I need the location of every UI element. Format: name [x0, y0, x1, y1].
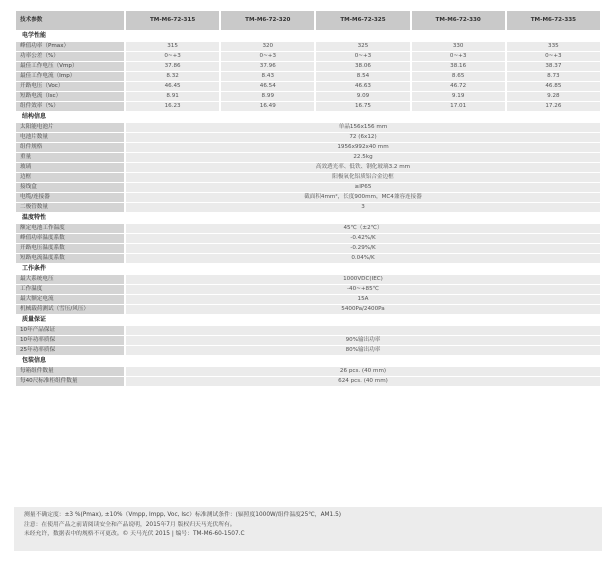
cell-value: 8.43 [221, 72, 314, 81]
row-label: 组件规格 [16, 143, 124, 152]
cell-value: 8.32 [126, 72, 219, 81]
table-row [16, 163, 600, 172]
row-label: 开路电压温度系数 [16, 244, 124, 253]
table-row [16, 123, 600, 132]
table-row [16, 234, 600, 243]
section-header-row [16, 31, 600, 41]
cell-value: 46.45 [126, 82, 219, 91]
row-label: 峰值功率温度系数 [16, 234, 124, 243]
cell-value: 3 [126, 203, 600, 212]
cell-value: ≥IP65 [126, 183, 600, 192]
table-row [16, 224, 600, 233]
row-label: 峰值功率（Pmax） [16, 42, 124, 51]
cell-value: 90%输出功率 [126, 336, 600, 345]
cell-value: 0~+3 [221, 52, 314, 61]
cell-value: 16.49 [221, 102, 314, 111]
cell-value: 72 (6x12) [126, 133, 600, 142]
row-label: 每箱组件数量 [16, 367, 124, 376]
cell-value: -0.42%/K [126, 234, 600, 243]
table-row [16, 326, 600, 335]
cell-value: 0~+3 [126, 52, 219, 61]
row-label: 边框 [16, 173, 124, 182]
cell-value: 38.06 [316, 62, 409, 71]
cell-value: 15A [126, 295, 600, 304]
section-title: 包装信息 [16, 356, 600, 366]
table-row [16, 153, 600, 162]
model-header: TM-M6-72-335 [507, 11, 600, 30]
section-title: 工作条件 [16, 264, 600, 274]
cell-value: 8.65 [412, 72, 505, 81]
table-row [16, 183, 600, 192]
cell-value: 5400Pa/2400Pa [126, 305, 600, 314]
cell-value: 9.28 [507, 92, 600, 101]
table-row [16, 377, 600, 386]
cell-value: 16.75 [316, 102, 409, 111]
cell-value: 46.63 [316, 82, 409, 91]
cell-value: 38.37 [507, 62, 600, 71]
row-label: 二极管数量 [16, 203, 124, 212]
cell-value: 46.72 [412, 82, 505, 91]
table-row [16, 254, 600, 263]
cell-value: 0.04%/K [126, 254, 600, 263]
table-row [16, 72, 600, 81]
row-label: 电池片数量 [16, 133, 124, 142]
cell-value: 9.19 [412, 92, 505, 101]
cell-value: 8.73 [507, 72, 600, 81]
model-header: TM-M6-72-320 [221, 11, 314, 30]
cell-value: 阳极氧化铝质铝合金边框 [126, 173, 600, 182]
cell-value: 325 [316, 42, 409, 51]
row-label: 组件效率（%） [16, 102, 124, 111]
cell-value: 38.16 [412, 62, 505, 71]
table-row [16, 244, 600, 253]
cell-value: 8.91 [126, 92, 219, 101]
section-title: 结构信息 [16, 112, 600, 122]
row-label: 工作温度 [16, 285, 124, 294]
cell-value: 0~+3 [316, 52, 409, 61]
cell-value: 624 pcs. (40 mm) [126, 377, 600, 386]
section-header-row [16, 356, 600, 366]
row-label: 玻璃 [16, 163, 124, 172]
cell-value: 315 [126, 42, 219, 51]
cell-value: 截面积4mm²，长度900mm，MC4兼容连接器 [126, 193, 600, 202]
table-row [16, 173, 600, 182]
cell-value: 高效透光率、低铁、钢化玻璃3.2 mm [126, 163, 600, 172]
table-row [16, 346, 600, 355]
model-header: TM-M6-72-325 [316, 11, 409, 30]
table-row [16, 203, 600, 212]
row-label: 每40尺标准柜组件数量 [16, 377, 124, 386]
table-row [16, 52, 600, 61]
cell-value: 17.01 [412, 102, 505, 111]
cell-value: 17.26 [507, 102, 600, 111]
section-title: 质量保证 [16, 315, 600, 325]
cell-value: 22.5kg [126, 153, 600, 162]
row-label: 机械载荷测试（雪压/风压） [16, 305, 124, 314]
table-row [16, 42, 600, 51]
section-header-row [16, 213, 600, 223]
table-header-row [16, 11, 600, 30]
row-label: 重量 [16, 153, 124, 162]
row-label: 25年功率质保 [16, 346, 124, 355]
row-label: 10年功率质保 [16, 336, 124, 345]
table-row [16, 82, 600, 91]
cell-value: 335 [507, 42, 600, 51]
table-row [16, 133, 600, 142]
cell-value: 1000VDC(IEC) [126, 275, 600, 284]
row-label: 短路电流温度系数 [16, 254, 124, 263]
cell-value [126, 326, 600, 335]
table-row [16, 336, 600, 345]
cell-value: 320 [221, 42, 314, 51]
table-row [16, 193, 600, 202]
footnote-line: 注意：在使用产品之前请阅读安全和产品说明，2015年7月 版权归天马光伏所有。 [24, 521, 236, 528]
row-label: 最佳工作电压（Vmp） [16, 62, 124, 71]
cell-value: 37.96 [221, 62, 314, 71]
cell-value: 46.54 [221, 82, 314, 91]
table-row [16, 102, 600, 111]
table-row [16, 295, 600, 304]
cell-value: 46.85 [507, 82, 600, 91]
row-label: 太阳能电池片 [16, 123, 124, 132]
row-label: 最大系统电压 [16, 275, 124, 284]
table-row [16, 305, 600, 314]
row-label: 最大额定电流 [16, 295, 124, 304]
cell-value: -0.29%/K [126, 244, 600, 253]
cell-value: 0~+3 [412, 52, 505, 61]
cell-value: 16.23 [126, 102, 219, 111]
section-header-row [16, 264, 600, 274]
model-header: TM-M6-72-315 [126, 11, 219, 30]
cell-value: 9.09 [316, 92, 409, 101]
table-row [16, 285, 600, 294]
table-row [16, 62, 600, 71]
cell-value: 单晶156x156 mm [126, 123, 600, 132]
table-row [16, 367, 600, 376]
cell-value: 26 pcs. (40 mm) [126, 367, 600, 376]
footnote-line: 未经允许，数据表中的规格不可更改。© 天马光伏 2015 | 编号：TM-M6-60-1507.C [24, 531, 245, 538]
spec-sheet [14, 10, 602, 387]
section-title: 电学性能 [16, 31, 600, 41]
table-row [16, 143, 600, 152]
row-label: 短路电流（Isc） [16, 92, 124, 101]
table-row [16, 275, 600, 284]
cell-value: -40~+85℃ [126, 285, 600, 294]
cell-value: 37.86 [126, 62, 219, 71]
row-label: 接线盒 [16, 183, 124, 192]
cell-value: 45℃（±2℃） [126, 224, 600, 233]
row-label: 最佳工作电流（Imp） [16, 72, 124, 81]
row-label: 功率公差（%） [16, 52, 124, 61]
spec-table [14, 10, 602, 387]
model-header: TM-M6-72-330 [412, 11, 505, 30]
footnotes [14, 507, 602, 551]
row-label: 电缆/连接器 [16, 193, 124, 202]
cell-value: 0~+3 [507, 52, 600, 61]
row-label: 额定电池工作温度 [16, 224, 124, 233]
section-header-row [16, 112, 600, 122]
table-row [16, 92, 600, 101]
cell-value: 1956x992x40 mm [126, 143, 600, 152]
cell-value: 330 [412, 42, 505, 51]
cell-value: 8.54 [316, 72, 409, 81]
cell-value: 80%输出功率 [126, 346, 600, 355]
table-title: 技术参数 [16, 11, 124, 30]
row-label: 开路电压（Voc） [16, 82, 124, 91]
table-body [16, 31, 600, 386]
cell-value: 8.99 [221, 92, 314, 101]
footnote-line: 测量不确定度：±3 %(Pmax), ±10%（Vmpp, Impp, Voc, Isc）标准测试条件：(辐照度1000W/组件温度25℃，AM1.5) [24, 512, 342, 518]
section-header-row [16, 315, 600, 325]
row-label: 10年产品保证 [16, 326, 124, 335]
section-title: 温度特性 [16, 213, 600, 223]
